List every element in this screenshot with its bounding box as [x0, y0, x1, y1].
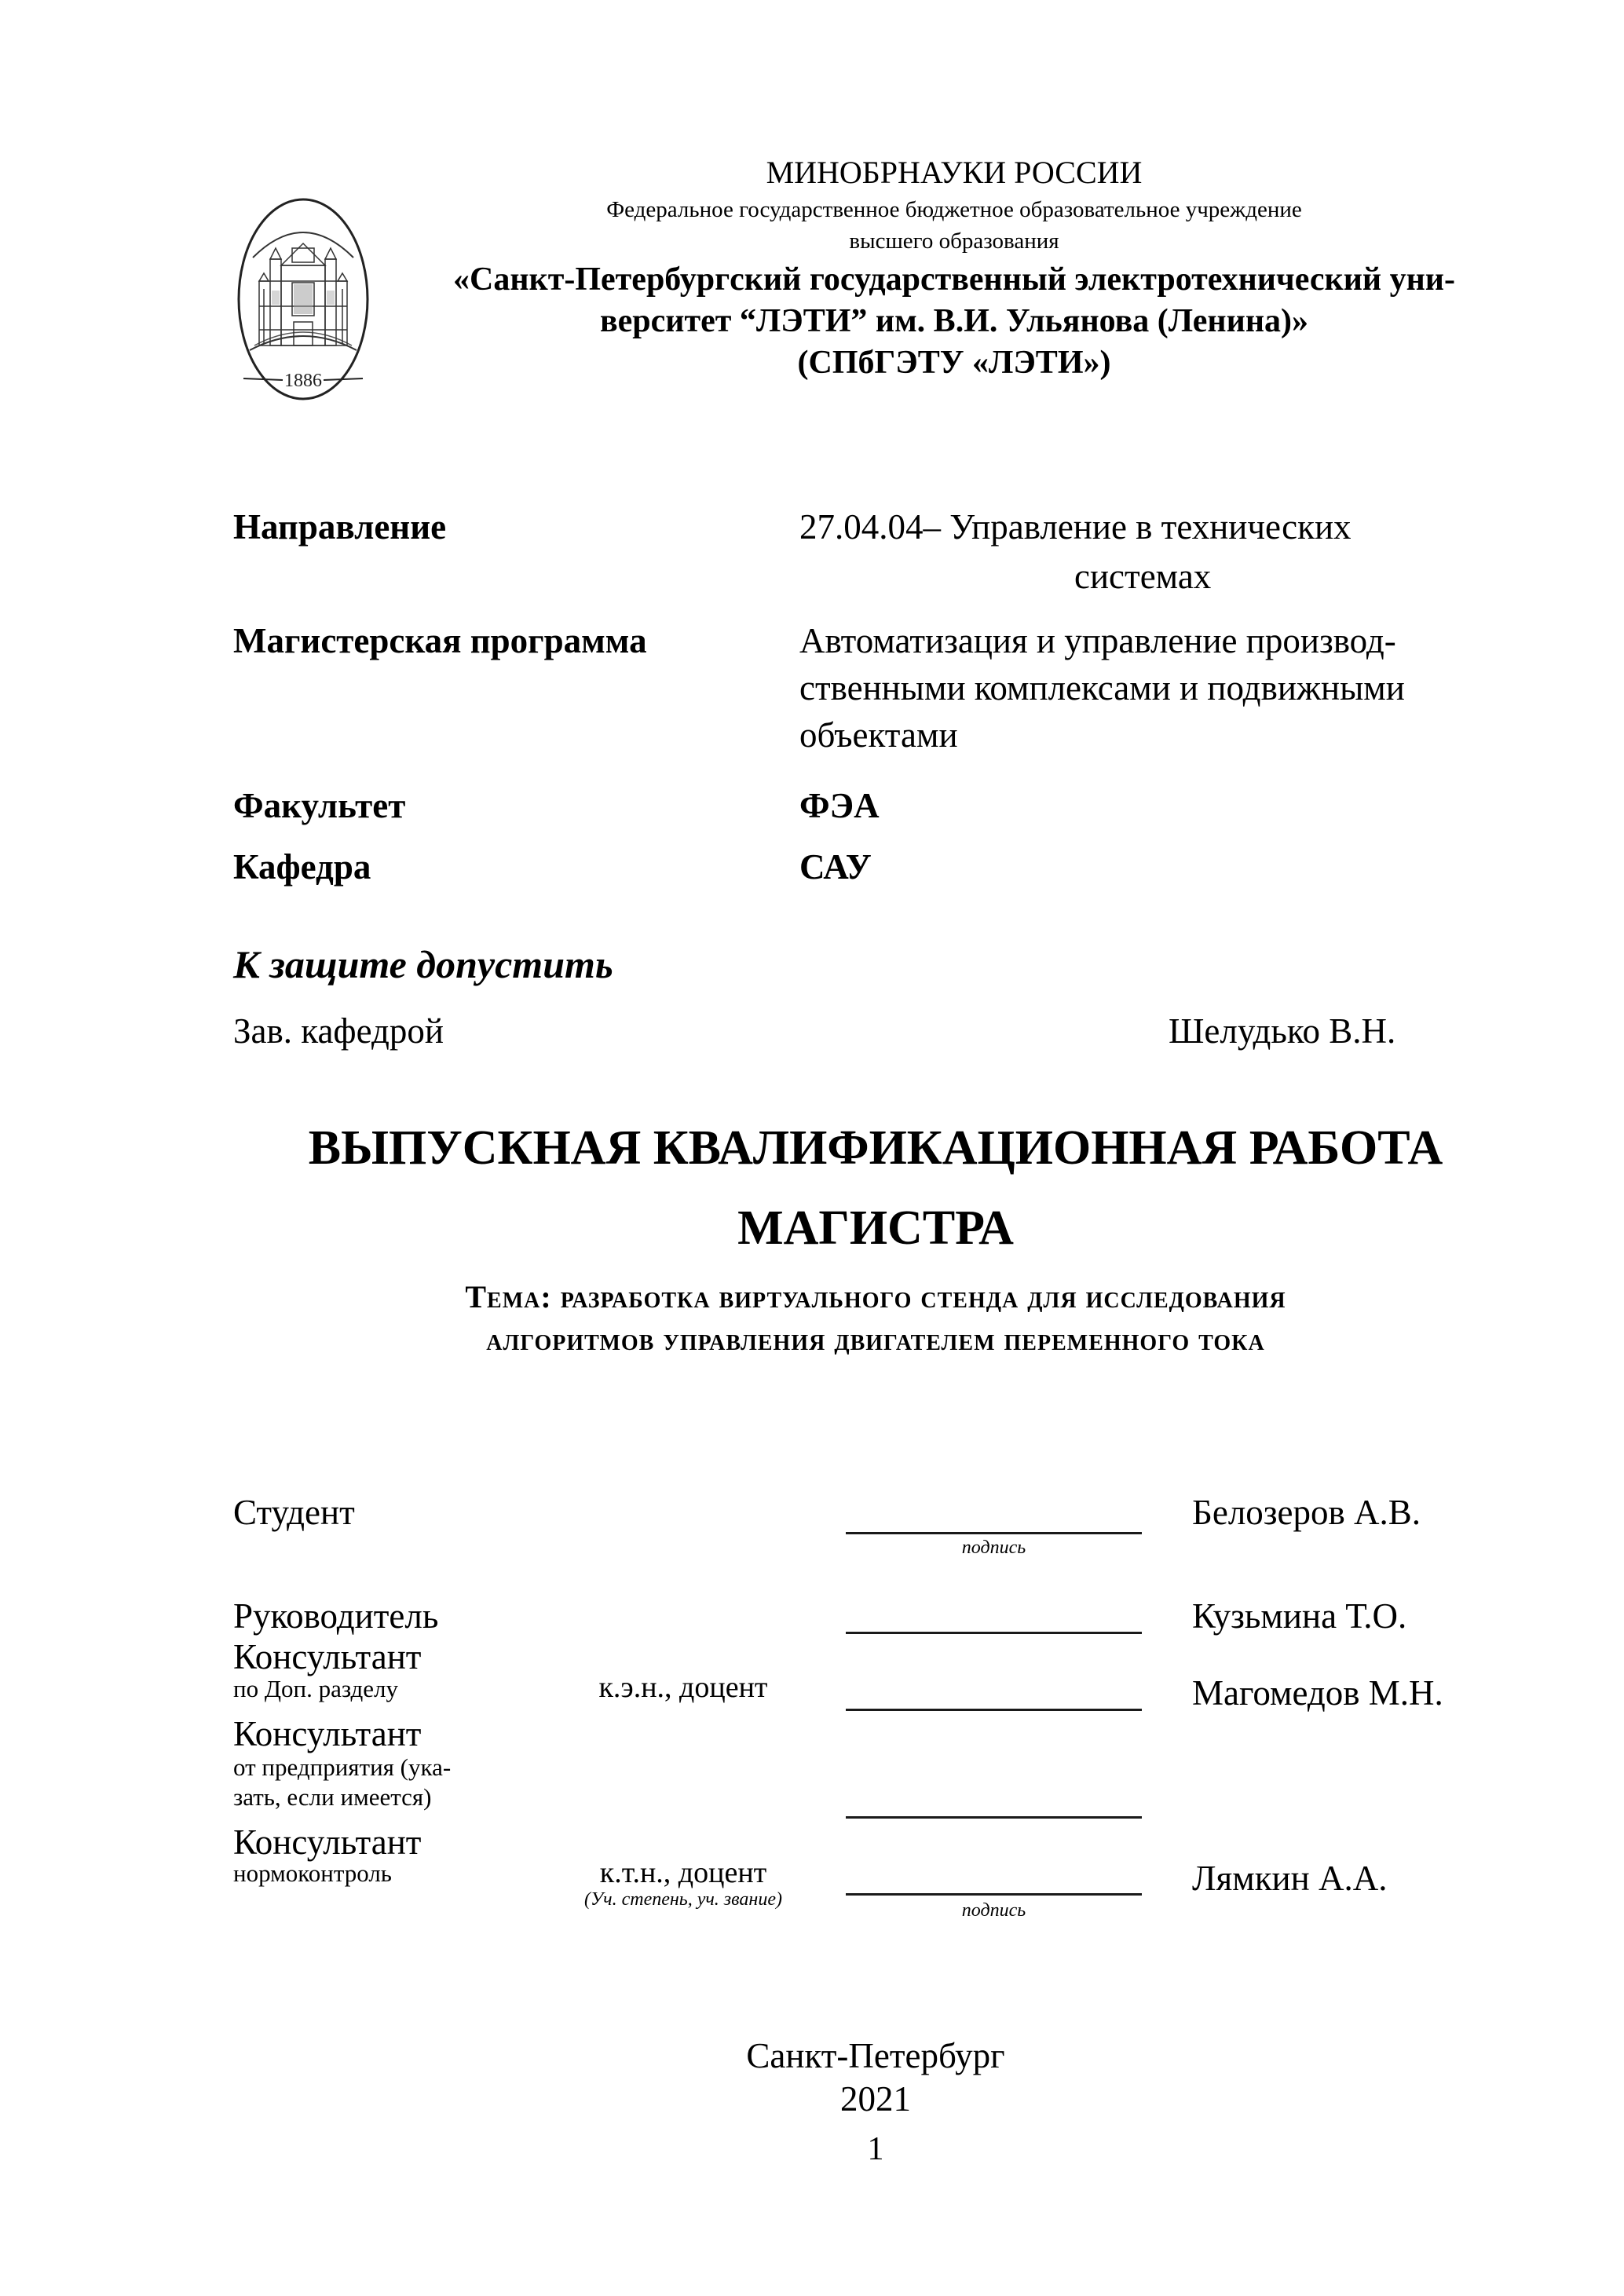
university-abbreviation: (СПбГЭТУ «ЛЭТИ»): [797, 345, 1111, 381]
program-value-line3: объектами: [799, 715, 958, 755]
faculty-value: ФЭА: [799, 786, 880, 825]
consultant-normcontrol-name: Лямкин А.А.: [1192, 1859, 1388, 1898]
university-emblem-icon: [236, 196, 371, 402]
student-signature-line: [846, 1532, 1142, 1534]
logo-year: 1886: [284, 371, 322, 391]
student-name: Белозеров А.В.: [1192, 1493, 1421, 1532]
consultant-enterprise-role: Консультант: [233, 1714, 422, 1753]
supervisor-role: Руководитель: [233, 1596, 439, 1636]
department-value: САУ: [799, 847, 872, 887]
consultant-normcontrol-subtitle: нормоконтроль: [233, 1859, 392, 1887]
department-head-name: Шелудько В.Н.: [1169, 1011, 1396, 1051]
consultant-enterprise-subtitle-line2: зать, если имеется): [233, 1783, 432, 1811]
degree-caption: (Уч. степень, уч. звание): [584, 1889, 782, 1910]
work-topic-line1: Тема: разработка виртуального стенда для исследования: [465, 1279, 1286, 1314]
program-value-line1: Автоматизация и управление производ-: [799, 621, 1396, 660]
program-label: Магистерская программа: [233, 621, 647, 660]
consultant-normcontrol-degree: к.т.н., доцент: [599, 1856, 767, 1889]
direction-label: Направление: [233, 507, 447, 547]
work-title-line2: МАГИСТРА: [737, 1201, 1014, 1255]
consultant-extra-role: Консультант: [233, 1637, 422, 1676]
ministry-name: МИНОБРНАУКИ РОССИИ: [766, 155, 1143, 190]
consultant-normcontrol-role: Консультант: [233, 1823, 422, 1862]
student-signature-caption: подпись: [961, 1537, 1026, 1558]
work-topic-line2: алгоритмов управления двигателем переменного тока: [486, 1322, 1265, 1357]
city: Санкт-Петербург: [746, 2036, 1005, 2075]
consultant-enterprise-subtitle-line1: от предприятия (ука-: [233, 1753, 452, 1781]
university-name-line2: верситет “ЛЭТИ” им. В.И. Ульянова (Ленина)»: [599, 303, 1308, 339]
year: 2021: [840, 2079, 911, 2119]
consultant-normcontrol-signature-caption: подпись: [961, 1900, 1026, 1921]
institution-type-line2: высшего образования: [849, 229, 1059, 254]
consultant-enterprise-signature-line: [846, 1816, 1142, 1819]
university-name-line1: «Санкт-Петербургский государственный электротехнический уни-: [453, 261, 1455, 298]
page-number: 1: [867, 2131, 884, 2167]
department-head-label: Зав. кафедрой: [233, 1011, 444, 1051]
consultant-extra-degree: к.э.н., доцент: [598, 1671, 768, 1704]
direction-value-line1: 27.04.04– Управление в технических: [799, 507, 1352, 547]
student-role: Студент: [233, 1493, 355, 1532]
department-label: Кафедра: [233, 847, 371, 887]
supervisor-name: Кузьмина Т.О.: [1192, 1596, 1407, 1636]
faculty-label: Факультет: [233, 786, 406, 825]
approval-heading: К защите допустить: [233, 942, 613, 986]
consultant-extra-signature-line: [846, 1709, 1142, 1711]
direction-value-line2: системах: [1074, 557, 1212, 596]
work-title-line1: ВЫПУСКНАЯ КВАЛИФИКАЦИОННАЯ РАБОТА: [308, 1121, 1443, 1175]
program-value-line2: ственными комплексами и подвижными: [799, 668, 1405, 707]
supervisor-signature-line: [846, 1632, 1142, 1634]
consultant-normcontrol-signature-line: [846, 1893, 1142, 1896]
consultant-extra-name: Магомедов М.Н.: [1192, 1673, 1443, 1713]
consultant-extra-subtitle: по Доп. разделу: [233, 1675, 399, 1702]
institution-type-line1: Федеральное государственное бюджетное образовательное учреждение: [606, 197, 1302, 222]
